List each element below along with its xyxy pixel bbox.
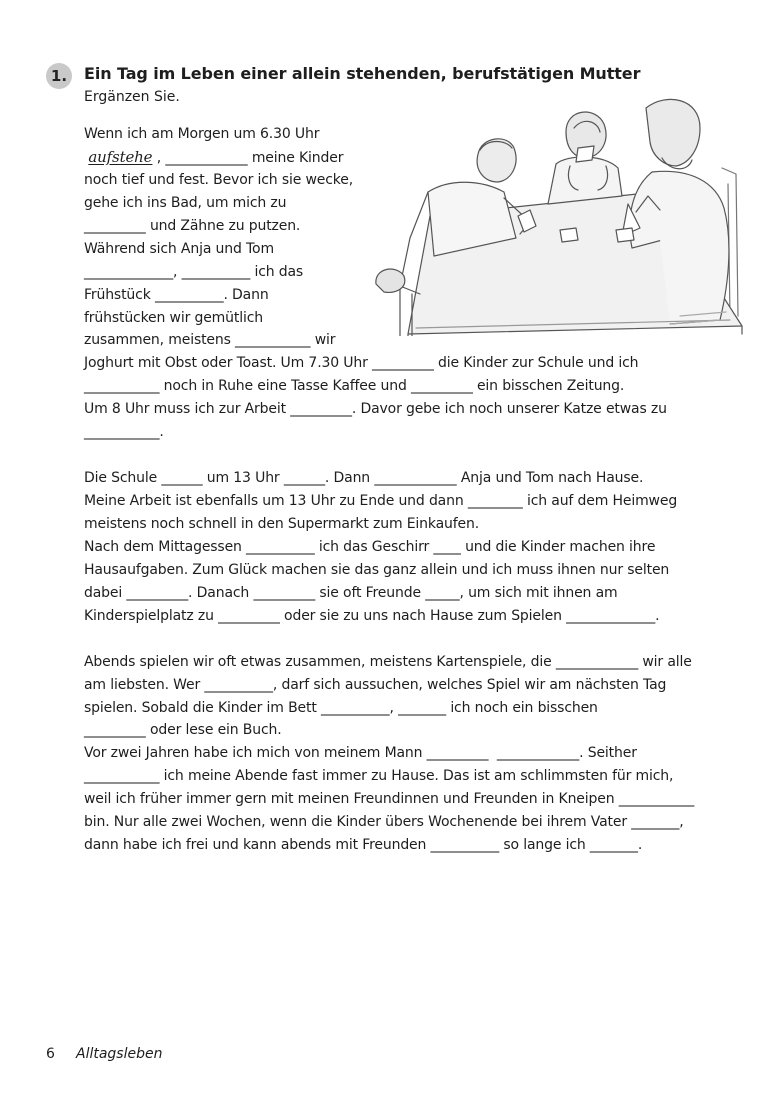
text-line-24: spielen. Sobald die Kinder im Bett __________, _______ ich noch ein bisschen [84, 700, 598, 716]
text-line-22: Abends spielen wir oft etwas zusammen, meistens Kartenspiele, die ____________ wir alle [84, 654, 692, 670]
text-line-2-rest: , ____________ meine Kinder [152, 150, 344, 166]
page-number: 6 [46, 1046, 55, 1062]
text-line-28: weil ich früher immer gern mit meinen Freundinnen und Freunden in Kneipen ___________ [84, 791, 695, 807]
exercise-title: Ein Tag im Leben einer allein stehenden, berufstätigen Mutter [84, 64, 641, 83]
text-line-2 [84, 148, 343, 167]
text-line-23: am liebsten. Wer __________, darf sich aussuchen, welches Spiel wir am nächsten Tag [84, 677, 667, 693]
text-line-27: ___________ ich meine Abende fast immer zu Hause. Das ist am schlimmsten für mich, [84, 768, 674, 784]
text-line-15: Die Schule ______ um 13 Uhr ______. Dann ____________ Anja und Tom nach Hause. [84, 470, 644, 486]
text-line-26: Vor zwei Jahren habe ich mich von meinem Mann _________ ____________. Seither [84, 745, 637, 761]
text-line-30: dann habe ich frei und kann abends mit Freunden __________ so lange ich _______. [84, 837, 643, 853]
text-line-3: noch tief und fest. Bevor ich sie wecke, [84, 172, 354, 188]
text-line-16: Meine Arbeit ist ebenfalls um 13 Uhr zu Ende und dann ________ ich auf dem Heimweg [84, 493, 678, 509]
text-line-13: Um 8 Uhr muss ich zur Arbeit _________. Davor gebe ich noch unserer Katze etwas zu [84, 401, 667, 417]
text-line-18: Nach dem Mittagessen __________ ich das Geschirr ____ und die Kinder machen ihre [84, 539, 656, 555]
text-line-25: _________ oder lese ein Buch. [84, 722, 282, 738]
exercise-number-badge: 1. [46, 63, 72, 89]
text-line-19: Hausaufgaben. Zum Glück machen sie das ganz allein und ich muss ihnen nur selten [84, 562, 670, 578]
text-line-29: bin. Nur alle zwei Wochen, wenn die Kinder übers Wochenende bei ihrem Vater _______, [84, 814, 684, 830]
text-line-12: ___________ noch in Ruhe eine Tasse Kaffee und _________ ein bisschen Zeitung. [84, 378, 625, 394]
example-answer: aufstehe [88, 148, 153, 166]
text-line-7: _____________, __________ ich das [84, 264, 304, 280]
text-line-10: zusammen, meistens ___________ wir [84, 332, 336, 348]
text-line-1: Wenn ich am Morgen um 6.30 Uhr [84, 126, 320, 142]
text-line-17: meistens noch schnell in den Supermarkt zum Einkaufen. [84, 516, 480, 532]
text-line-20: dabei _________. Danach _________ sie oft Freunde _____, um sich mit ihnen am [84, 585, 618, 601]
text-line-21: Kinderspielplatz zu _________ oder sie zu uns nach Hause zum Spielen _____________. [84, 608, 660, 624]
text-line-11: Joghurt mit Obst oder Toast. Um 7.30 Uhr _________ die Kinder zur Schule und ich [84, 355, 639, 371]
family-card-game-illustration [370, 88, 762, 336]
text-line-6: Während sich Anja und Tom [84, 241, 274, 257]
text-line-9: frühstücken wir gemütlich [84, 310, 263, 326]
text-line-5: _________ und Zähne zu putzen. [84, 218, 301, 234]
text-line-14: ___________. [84, 424, 164, 440]
exercise-instruction: Ergänzen Sie. [84, 89, 180, 105]
section-title: Alltagsleben [76, 1046, 163, 1062]
text-line-8: Frühstück __________. Dann [84, 287, 269, 303]
text-line-4: gehe ich ins Bad, um mich zu [84, 195, 287, 211]
